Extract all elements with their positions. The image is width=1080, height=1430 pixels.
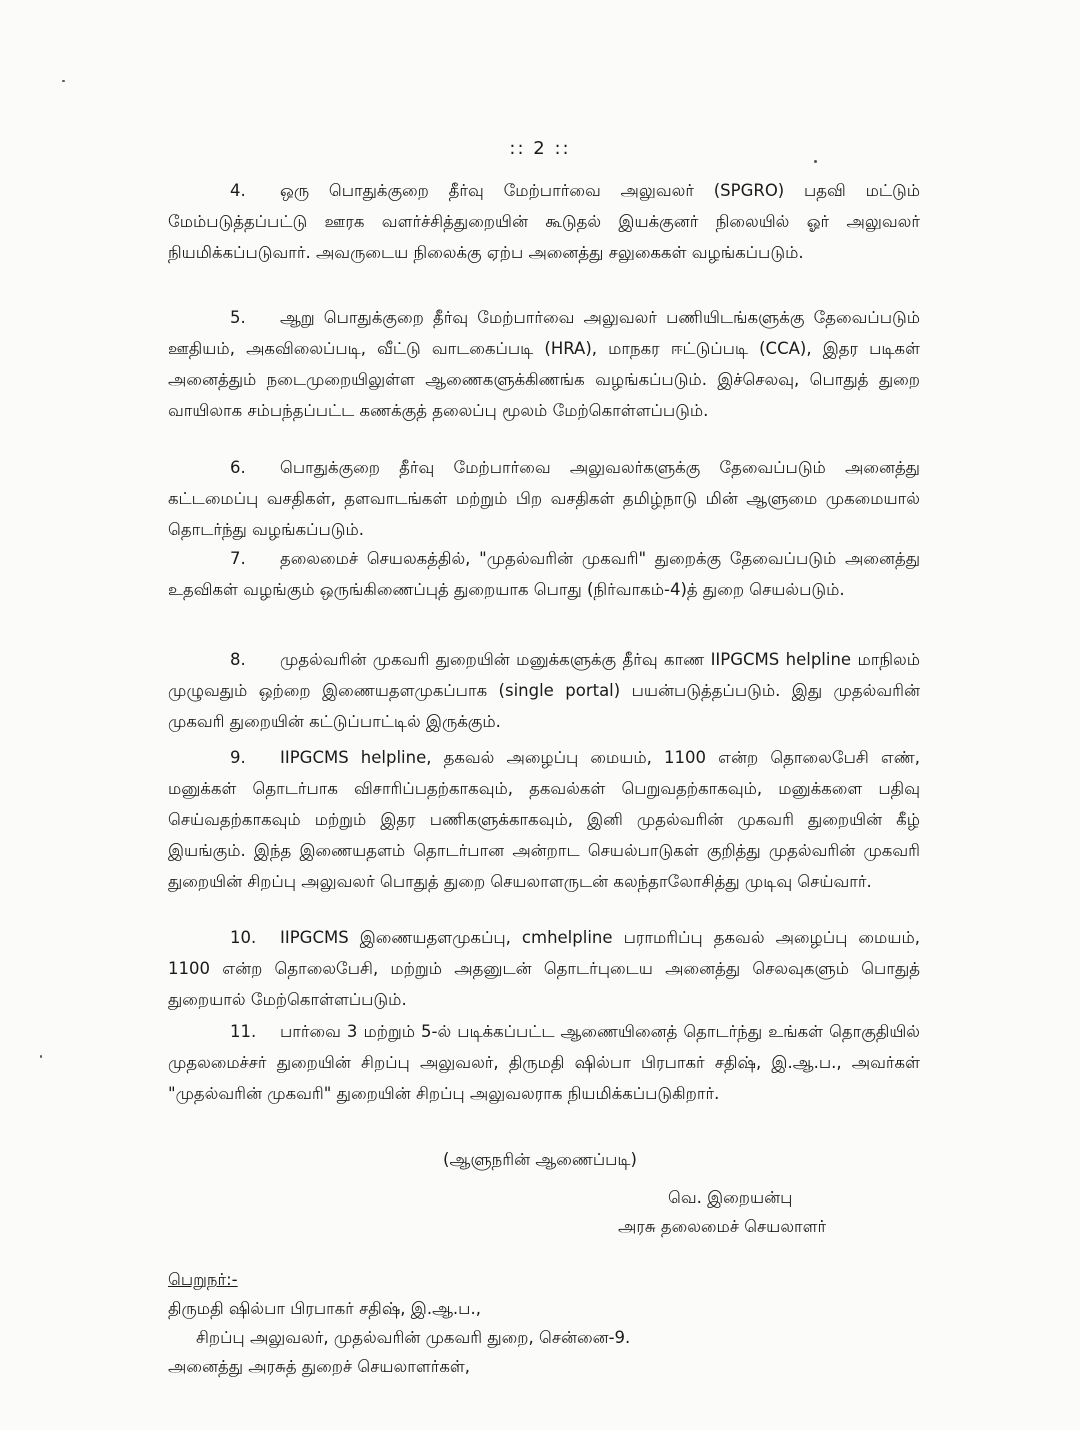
scan-speck — [40, 1055, 42, 1058]
paragraph-text: IIPGCMS helpline, தகவல் அழைப்பு மையம், 1100 என்ற தொலைபேசி எண், மனுக்கள் தொடர்பாக விசாரிப்பதற்காகவும், தகவல்கள் பெறுவதற்காகவும், மனுக்களை பதிவு செய்வதற்காகவும் மற்றும் இதர பணிகளுக்காகவும், இனி முதல்வரின் முகவரி துறையின் கீழ் இயங்கும். இந்த இணையதளம் தொடர்பான அன்றாட செயல்பாடுகள் குறித்து முதல்வரின் முகவரி துறையின் சிறப்பு அலுவலர் பொதுத் துறை செயலாளருடன் கலந்தாலோசித்து முடிவு செய்வார். — [168, 748, 920, 891]
scan-speck — [814, 160, 817, 163]
recipient-line: சிறப்பு அலுவலர், முதல்வரின் முகவரி துறை, சென்னை-9. — [196, 1328, 631, 1347]
paragraph-5 — [168, 302, 920, 426]
paragraph-number: 6. — [230, 458, 246, 477]
paragraph-10 — [168, 922, 920, 1015]
recipients-heading: பெறுநர்:- — [168, 1270, 238, 1289]
paragraph-number: 4. — [230, 181, 246, 200]
paragraph-number: 5. — [230, 308, 246, 327]
paragraph-9 — [168, 742, 920, 897]
signatory-designation: அரசு தலைமைச் செயலாளர் — [618, 1217, 827, 1236]
paragraph-7 — [168, 543, 920, 605]
paragraph-6 — [168, 452, 920, 545]
paragraph-8 — [168, 644, 920, 737]
paragraph-number: 9. — [230, 748, 246, 767]
paragraph-number: 10. — [230, 928, 257, 947]
paragraph-number: 11. — [230, 1022, 257, 1041]
paragraph-text: ஒரு பொதுக்குறை தீர்வு மேற்பார்வை அலுவலர் (SPGRO) பதவி மட்டும் மேம்படுத்தப்பட்டு ஊரக வளர்ச்சித்துறையின் கூடுதல் இயக்குனர் நிலையில் ஓர் அலுவலர் நியமிக்கப்படுவார். அவருடைய நிலைக்கு ஏற்ப அனைத்து சலுகைகள் வழங்கப்படும். — [168, 181, 920, 262]
recipient-line: அனைத்து அரசுத் துறைச் செயலாளர்கள், — [168, 1357, 471, 1376]
scan-speck — [62, 80, 65, 82]
page-number: :: 2 :: — [509, 138, 571, 159]
paragraph-text: ஆறு பொதுக்குறை தீர்வு மேற்பார்வை அலுவலர் பணியிடங்களுக்கு தேவைப்படும் ஊதியம், அகவிலைப்படி, வீட்டு வாடகைப்படி (HRA), மாநகர ஈட்டுப்படி (CCA), இதர படிகள் அனைத்தும் நடைமுறையிலுள்ள ஆணைகளுக்கிணங்க வழங்கப்படும். இச்செலவு, பொதுத் துறை வாயிலாக சம்பந்தப்பட்ட கணக்குத் தலைப்பு மூலம் மேற்கொள்ளப்படும். — [168, 308, 920, 420]
paragraph-4 — [168, 175, 920, 268]
paragraph-number: 7. — [230, 549, 246, 568]
paragraph-11 — [168, 1016, 920, 1109]
paragraph-text: தலைமைச் செயலகத்தில், "முதல்வரின் முகவரி" துறைக்கு தேவைப்படும் அனைத்து உதவிகள் வழங்கும் ஒருங்கிணைப்புத் துறையாக பொது (நிர்வாகம்-4)த் துறை செயல்படும். — [168, 549, 920, 599]
paragraph-text: IIPGCMS இணையதளமுகப்பு, cmhelpline பராமரிப்பு தகவல் அழைப்பு மையம், 1100 என்ற தொலைபேசி, மற்றும் அதனுடன் தொடர்புடைய அனைத்து செலவுகளும் பொதுத் துறையால் மேற்கொள்ளப்படும். — [168, 928, 920, 1009]
paragraph-text: பார்வை 3 மற்றும் 5-ல் படிக்கப்பட்ட ஆணையினைத் தொடர்ந்து உங்கள் தொகுதியில் முதலமைச்சர் துறையின் சிறப்பு அலுவலர், திருமதி ஷில்பா பிரபாகர் சதிஷ், இ.ஆ.ப., அவர்கள் "முதல்வரின் முகவரி" துறையின் சிறப்பு அலுவலராக நியமிக்கப்படுகிறார். — [168, 1022, 920, 1103]
order-line: (ஆளுநரின் ஆணைப்படி) — [443, 1150, 637, 1169]
paragraph-number: 8. — [230, 650, 246, 669]
paragraph-text: முதல்வரின் முகவரி துறையின் மனுக்களுக்கு தீர்வு காண IIPGCMS helpline மாநிலம் முழுவதும் ஒற்றை இணையதளமுகப்பாக (single portal) பயன்படுத்தப்படும். இது முதல்வரின் முகவரி துறையின் கட்டுப்பாட்டில் இருக்கும். — [168, 650, 920, 731]
paragraph-text: பொதுக்குறை தீர்வு மேற்பார்வை அலுவலர்களுக்கு தேவைப்படும் அனைத்து கட்டமைப்பு வசதிகள், தளவாடங்கள் மற்றும் பிற வசதிகள் தமிழ்நாடு மின் ஆளுமை முகமையால் தொடர்ந்து வழங்கப்படும். — [168, 458, 920, 539]
recipient-line: திருமதி ஷில்பா பிரபாகர் சதிஷ், இ.ஆ.ப., — [168, 1299, 481, 1318]
signatory-name: வெ. இறையன்பு — [668, 1188, 793, 1207]
